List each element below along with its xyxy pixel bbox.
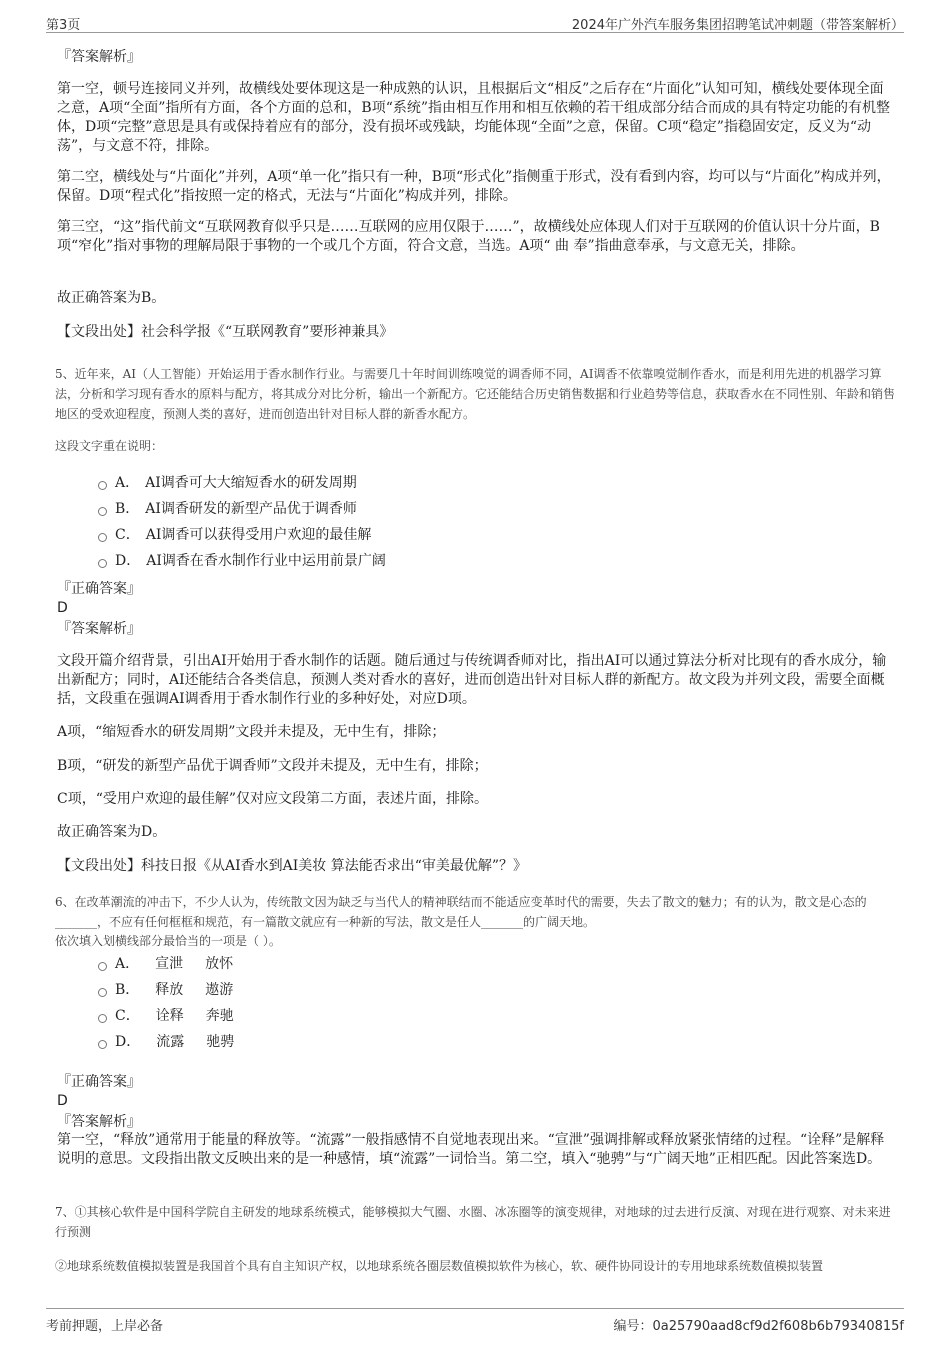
- footer-slogan: 考前押题，上岸必备: [46, 1319, 164, 1334]
- q6-option-b[interactable]: B． 释放 遨游: [98, 980, 233, 1000]
- q6-option-a[interactable]: A． 宣泄 放怀: [98, 954, 233, 974]
- q5-analysis-para2: A项，“缩短香水的研发周期”文段并未提及，无中生有，排除；: [57, 724, 446, 740]
- document-title: 2024年广外汽车服务集团招聘笔试冲刺题（带答案解析）: [571, 18, 904, 33]
- q5-question: 这段文字重在说明：: [55, 439, 164, 453]
- q6-answer: D: [57, 1093, 68, 1109]
- q5-analysis-para4: C项，“受用户欢迎的最佳解”仅对应文段第二方面，表述片面，排除。: [57, 791, 489, 807]
- q5-option-b[interactable]: B． AI调香研发的新型产品优于调香师: [98, 499, 357, 519]
- q4-source: 【文段出处】社会科学报《“互联网教育”要形神兼具》: [57, 324, 394, 340]
- q4-analysis-label: 『答案解析』: [57, 49, 141, 65]
- q5-answer: D: [57, 600, 68, 616]
- q4-analysis-para2: 第二空，横线处与“片面化”并列，A项“单一化”指只有一种，B项“形式化”指侧重于形式，没有看到内容，均可以与“片面化”构成并列，保留。D项“程式化”指按照一定的格式，无法与“片面化”构成并列，排除。: [57, 169, 891, 204]
- radio-icon[interactable]: [98, 1014, 107, 1023]
- q5-option-a[interactable]: A． AI调香可大大缩短香水的研发周期: [98, 473, 357, 493]
- q6-option-c[interactable]: C． 诠释 奔驰: [98, 1006, 234, 1026]
- q5-analysis-label: 『答案解析』: [57, 621, 141, 637]
- radio-icon[interactable]: [98, 559, 107, 568]
- radio-icon[interactable]: [98, 481, 107, 490]
- q5-conclusion: 故正确答案为D。: [57, 824, 167, 840]
- q5-stem: 5、近年来，AI（人工智能）开始运用于香水制作行业。与需要几十年时间训练嗅觉的调香师不同，AI调香不依靠嗅觉制作香水，而是利用先进的机器学习算法，分析和学习现有香水的原料与配方，将其成分对比分析，输出一个新配方。它还能结合历史销售数据和行业趋势等信息，获取香水在不同性别、年龄和销售地区的受欢迎程度，预测人类的喜好，进而创造出针对目标人群的新香水配方。: [55, 367, 896, 421]
- q6-stem: 6、在改革潮流的冲击下，不少人认为，传统散文因为缺乏与当代人的精神联结而不能适应变革时代的需要，失去了散文的魅力；有的认为，散文是心态的_______，不应有任何框框和规范，有一篇散文就应有一种新的写法，散文是任人_______的广阔天地。: [55, 895, 867, 929]
- radio-icon[interactable]: [98, 507, 107, 516]
- page-footer: [46, 1308, 904, 1333]
- q5-analysis-para3: B项，“研发的新型产品优于调香师”文段并未提及，无中生有，排除；: [57, 758, 488, 774]
- radio-icon[interactable]: [98, 533, 107, 542]
- q4-conclusion: 故正确答案为B。: [57, 290, 166, 306]
- q6-analysis-label: 『答案解析』: [57, 1114, 141, 1130]
- page-header: [46, 10, 904, 33]
- q6-answer-label: 『正确答案』: [57, 1074, 141, 1090]
- q5-option-d[interactable]: D． AI调香在香水制作行业中运用前景广阔: [98, 551, 386, 571]
- radio-icon[interactable]: [98, 962, 107, 971]
- radio-icon[interactable]: [98, 1040, 107, 1049]
- q6-question: 依次填入划横线部分最恰当的一项是（ ）。: [55, 934, 281, 948]
- q4-analysis-para1: 第一空，顿号连接同义并列，故横线处要体现这是一种成熟的认识，且根据后文“相反”之后存在“片面化”认知可知，横线处要体现全面之意，A项“全面”指所有方面，各个方面的总和，B项“系统”指由相互作用和相互依赖的若干组成部分结合而成的具有特定功能的有机整体，D项“完整”意思是具有或保持着应有的部分，没有损坏或残缺，均能体现“全面”之意，保留。C项“稳定”指稳固安定，反义为“动荡”，与文意不符，排除。: [57, 81, 891, 154]
- q5-option-c[interactable]: C． AI调香可以获得受用户欢迎的最佳解: [98, 525, 371, 545]
- q5-answer-label: 『正确答案』: [57, 581, 141, 597]
- q6-option-d[interactable]: D． 流露 驰骋: [98, 1032, 234, 1052]
- q7-item2: ②地球系统数值模拟装置是我国首个具有自主知识产权，以地球系统各圈层数值模拟软件为核心，软、硬件协同设计的专用地球系统数值模拟装置: [55, 1259, 824, 1273]
- q5-analysis-para1: 文段开篇介绍背景，引出AI开始用于香水制作的话题。随后通过与传统调香师对比，指出AI可以通过算法分析对比现有的香水成分，输出新配方；同时，AI还能结合各类信息，预测人类对香水的喜好，进而创造出针对目标人群的新配方。故文段为并列文段，需要全面概括，文段重在强调AI调香用于香水制作行业的多种好处，对应D项。: [57, 653, 887, 707]
- q6-analysis-para1: 第一空，“释放”通常用于能量的释放等。“流露”一般指感情不自觉地表现出来。“宣泄”强调排解或释放紧张情绪的过程。“诠释”是解释说明的意思。文段指出散文反映出来的是一种感情，填“流露”一词恰当。第二空，填入“驰骋”与“广阔天地”正相匹配。因此答案选D。: [57, 1132, 885, 1167]
- radio-icon[interactable]: [98, 988, 107, 997]
- page-number: 第3页: [46, 18, 81, 33]
- q7-item1: 7、①其核心软件是中国科学院自主研发的地球系统模式，能够模拟大气圈、水圈、冰冻圈等的演变规律，对地球的过去进行反演、对现在进行观察、对未来进行预测: [55, 1205, 891, 1239]
- q5-source: 【文段出处】科技日报《从AI香水到AI美妆 算法能否求出“审美最优解”？》: [57, 858, 528, 874]
- footer-id: 编号：0a25790aad8cf9d2f608b6b79340815f: [613, 1319, 904, 1334]
- q4-analysis-para3: 第三空，“这”指代前文“互联网教育似乎只是……互联网的应用仅限于……”，故横线处应体现人们对于互联网的价值认识十分片面，B项“窄化”指对事物的理解局限于事物的一个或几个方面，符合文意，当选。A项“ 曲 奉”指曲意奉承，与文意无关，排除。: [57, 219, 880, 254]
